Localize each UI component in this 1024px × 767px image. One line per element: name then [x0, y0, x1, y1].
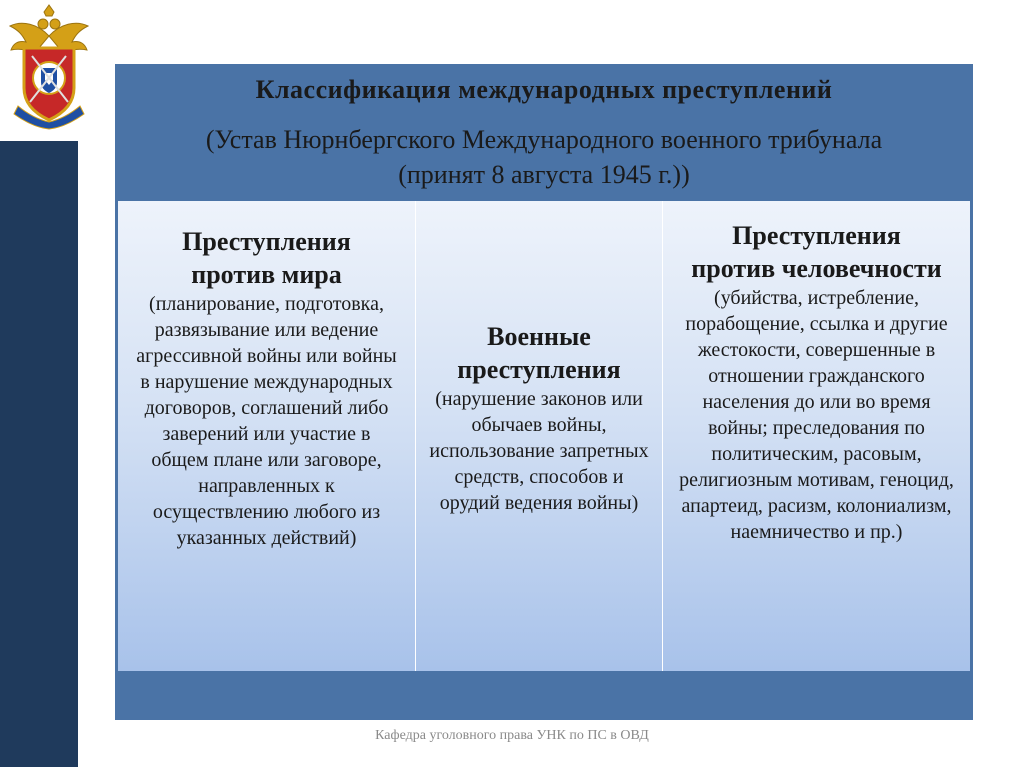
column-war-crimes	[416, 201, 663, 671]
slide-footer: Кафедра уголовного права УНК по ПС в ОВД	[375, 728, 649, 743]
column-heading: Преступления против человечности	[691, 221, 942, 283]
classification-columns	[118, 201, 970, 671]
column-description: (планирование, подготовка, развязывание или ведение агрессивной войны или войны в нарушение международных договоров, соглашений либо заверений или участие в общем плане или заговоре, направленных к осуществлению любого из указанных действий)	[136, 293, 397, 549]
main-content-box	[115, 64, 973, 720]
column-heading: Военные преступления	[457, 322, 621, 384]
left-decorative-bar	[0, 141, 78, 767]
column-heading: Преступления против мира	[182, 227, 351, 289]
column-description: (нарушение законов или обычаев войны, использование запретных средств, способов и орудий ведения войны)	[429, 388, 649, 514]
column-crimes-against-peace	[118, 201, 416, 671]
column-description: (убийства, истребление, порабощение, ссылка и другие жестокости, совершенные в отношении гражданского населения до или во время войны; преследования по политическим, расовым, религиозным мотивам, геноцид, апартеид, расизм, колониализм, наемничество и пр.)	[679, 287, 954, 543]
column-crimes-against-humanity	[663, 201, 970, 671]
slide-title: Классификация международных преступлений	[255, 75, 833, 104]
police-academy-emblem-icon	[4, 2, 94, 130]
slide-subtitle: (Устав Нюрнбергского Международного военного трибунала (принят 8 августа 1945 г.))	[205, 125, 883, 189]
title-area	[115, 64, 973, 200]
